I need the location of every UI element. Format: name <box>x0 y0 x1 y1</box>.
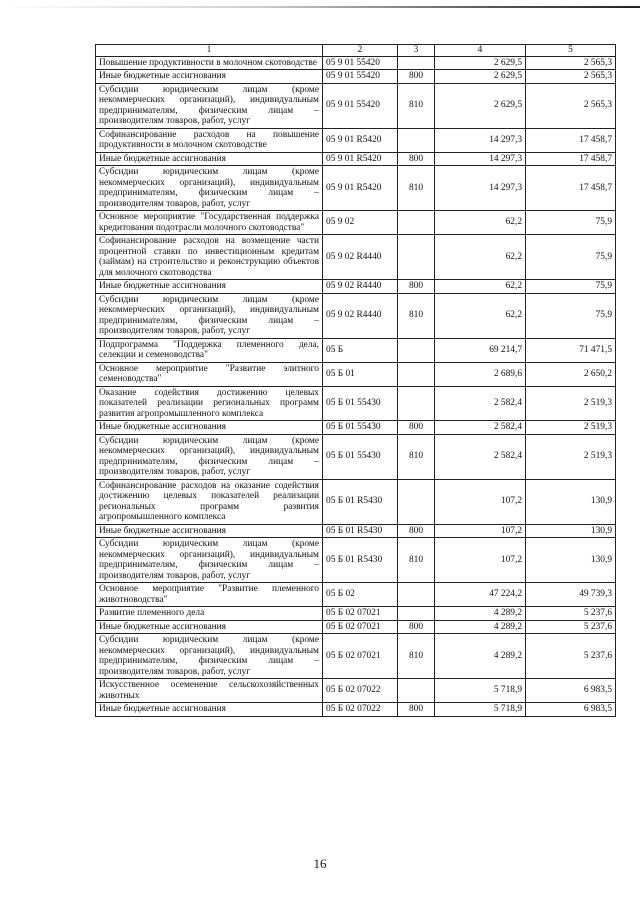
table-row <box>96 524 616 538</box>
row-expense-type-cell: 800 <box>398 70 435 84</box>
row-value-year1-cell: 14 297,3 <box>435 166 526 211</box>
row-value-year1-cell: 2 582,4 <box>435 386 526 421</box>
row-expense-type-cell <box>398 583 435 607</box>
row-expense-type-cell: 810 <box>398 434 435 479</box>
row-name-cell: Субсидии юридическим лицам (кроме некоммерческих организаций), индивидуальным предпринимателям, физическим лицам – производителям товаров, работ, услуг <box>96 538 323 583</box>
header-col-2: 2 <box>323 45 398 57</box>
row-name-cell: Софинансирование расходов на возмещение части процентной ставки по инвестиционным кредитам (займам) на строительство и реконструкцию объектов для молочного скотоводства <box>96 235 323 280</box>
row-name-cell: Иные бюджетные ассигнования <box>96 524 323 538</box>
row-code-cell: 05 Б 01 R5430 <box>323 538 398 583</box>
table-row <box>96 421 616 435</box>
row-name-cell: Подпрограмма "Поддержка племенного дела, селекции и семеноводства" <box>96 338 323 362</box>
row-name-cell: Софинансирование расходов на повышение продуктивности в молочном скотоводстве <box>96 128 323 152</box>
row-value-year2-cell: 75,9 <box>526 211 616 235</box>
row-value-year1-cell: 14 297,3 <box>435 152 526 166</box>
table-row <box>96 607 616 621</box>
row-code-cell: 05 Б 02 07022 <box>323 703 398 717</box>
row-name-cell: Основное мероприятие "Развитие племенного животноводства" <box>96 583 323 607</box>
row-name-cell: Иные бюджетные ассигнования <box>96 70 323 84</box>
row-value-year1-cell: 2 629,5 <box>435 70 526 84</box>
row-value-year2-cell: 2 519,3 <box>526 421 616 435</box>
row-expense-type-cell <box>398 386 435 421</box>
row-expense-type-cell <box>398 607 435 621</box>
table-row <box>96 703 616 717</box>
table-row <box>96 434 616 479</box>
header-col-4: 4 <box>435 45 526 57</box>
row-name-cell: Иные бюджетные ассигнования <box>96 703 323 717</box>
table-body <box>96 56 616 716</box>
row-expense-type-cell: 800 <box>398 280 435 294</box>
row-code-cell: 05 Б 01 R5430 <box>323 479 398 524</box>
row-code-cell: 05 Б 02 07021 <box>323 620 398 634</box>
row-value-year2-cell: 2 519,3 <box>526 386 616 421</box>
row-expense-type-cell: 810 <box>398 166 435 211</box>
row-expense-type-cell <box>398 479 435 524</box>
row-value-year1-cell: 62,2 <box>435 280 526 294</box>
row-code-cell: 05 9 02 R4440 <box>323 235 398 280</box>
table-row <box>96 338 616 362</box>
table-row <box>96 362 616 386</box>
row-code-cell: 05 Б 02 <box>323 583 398 607</box>
row-name-cell: Субсидии юридическим лицам (кроме некоммерческих организаций), индивидуальным предпринимателям, физическим лицам – производителям товаров, работ, услуг <box>96 166 323 211</box>
table-row <box>96 634 616 679</box>
row-name-cell: Иные бюджетные ассигнования <box>96 421 323 435</box>
row-value-year1-cell: 107,2 <box>435 538 526 583</box>
row-value-year1-cell: 4 289,2 <box>435 607 526 621</box>
row-code-cell: 05 9 01 55420 <box>323 56 398 70</box>
table-row <box>96 679 616 703</box>
row-value-year1-cell: 2 582,4 <box>435 421 526 435</box>
row-value-year1-cell: 69 214,7 <box>435 338 526 362</box>
top-rule <box>0 6 640 8</box>
row-name-cell: Субсидии юридическим лицам (кроме некоммерческих организаций), индивидуальным предпринимателям, физическим лицам – производителям товаров, работ, услуг <box>96 634 323 679</box>
row-value-year2-cell: 2 565,3 <box>526 56 616 70</box>
row-code-cell: 05 Б 01 55430 <box>323 434 398 479</box>
table-row <box>96 56 616 70</box>
row-expense-type-cell <box>398 679 435 703</box>
row-expense-type-cell <box>398 362 435 386</box>
row-expense-type-cell: 800 <box>398 152 435 166</box>
table-header-row <box>96 45 616 57</box>
row-name-cell: Иные бюджетные ассигнования <box>96 280 323 294</box>
row-code-cell: 05 Б 02 07021 <box>323 607 398 621</box>
row-name-cell: Субсидии юридическим лицам (кроме некоммерческих организаций), индивидуальным предпринимателям, физическим лицам – производителям товаров, работ, услуг <box>96 83 323 128</box>
table-row <box>96 280 616 294</box>
row-expense-type-cell: 800 <box>398 620 435 634</box>
row-value-year2-cell: 130,9 <box>526 479 616 524</box>
row-value-year2-cell: 5 237,6 <box>526 620 616 634</box>
row-value-year1-cell: 2 689,6 <box>435 362 526 386</box>
row-code-cell: 05 9 01 R5420 <box>323 128 398 152</box>
page-number: 16 <box>313 856 327 871</box>
row-value-year2-cell: 75,9 <box>526 293 616 338</box>
row-value-year2-cell: 49 739,3 <box>526 583 616 607</box>
table-row <box>96 583 616 607</box>
row-code-cell: 05 9 01 55420 <box>323 83 398 128</box>
row-value-year1-cell: 62,2 <box>435 293 526 338</box>
row-value-year2-cell: 5 237,6 <box>526 634 616 679</box>
table-row <box>96 70 616 84</box>
row-value-year1-cell: 4 289,2 <box>435 620 526 634</box>
row-value-year2-cell: 6 983,5 <box>526 679 616 703</box>
table-row <box>96 83 616 128</box>
row-expense-type-cell <box>398 235 435 280</box>
row-value-year2-cell: 75,9 <box>526 235 616 280</box>
table-row <box>96 620 616 634</box>
row-value-year2-cell: 2 565,3 <box>526 70 616 84</box>
row-code-cell: 05 9 01 55420 <box>323 70 398 84</box>
row-value-year2-cell: 75,9 <box>526 280 616 294</box>
table-row <box>96 235 616 280</box>
row-code-cell: 05 Б 02 07021 <box>323 634 398 679</box>
row-value-year1-cell: 62,2 <box>435 235 526 280</box>
row-value-year2-cell: 17 458,7 <box>526 128 616 152</box>
row-value-year1-cell: 5 718,9 <box>435 703 526 717</box>
table-row <box>96 166 616 211</box>
row-code-cell: 05 Б 01 55430 <box>323 386 398 421</box>
row-name-cell: Основное мероприятие "Развитие элитного семеноводства" <box>96 362 323 386</box>
row-expense-type-cell <box>398 338 435 362</box>
row-value-year2-cell: 17 458,7 <box>526 166 616 211</box>
row-value-year2-cell: 71 471,5 <box>526 338 616 362</box>
row-value-year2-cell: 6 983,5 <box>526 703 616 717</box>
row-name-cell: Иные бюджетные ассигнования <box>96 152 323 166</box>
row-code-cell: 05 9 01 R5420 <box>323 166 398 211</box>
row-value-year2-cell: 17 458,7 <box>526 152 616 166</box>
row-code-cell: 05 Б 01 55430 <box>323 421 398 435</box>
row-code-cell: 05 Б 01 <box>323 362 398 386</box>
row-expense-type-cell: 810 <box>398 538 435 583</box>
row-value-year2-cell: 130,9 <box>526 524 616 538</box>
row-name-cell: Оказание содействия достижению целевых показателей реализации региональных программ развития агропромышленного комплекса <box>96 386 323 421</box>
header-col-3: 3 <box>398 45 435 57</box>
row-expense-type-cell: 800 <box>398 524 435 538</box>
row-expense-type-cell: 810 <box>398 83 435 128</box>
row-name-cell: Софинансирование расходов на оказание содействия достижению целевых показателей реализации региональных программ развития агропромышленного комплекса <box>96 479 323 524</box>
row-value-year1-cell: 2 629,5 <box>435 83 526 128</box>
row-code-cell: 05 9 02 R4440 <box>323 293 398 338</box>
row-expense-type-cell <box>398 128 435 152</box>
row-value-year1-cell: 62,2 <box>435 211 526 235</box>
row-code-cell: 05 9 01 R5420 <box>323 152 398 166</box>
row-code-cell: 05 9 02 R4440 <box>323 280 398 294</box>
row-value-year2-cell: 2 650,2 <box>526 362 616 386</box>
budget-table <box>95 44 616 717</box>
header-col-1: 1 <box>96 45 323 57</box>
header-col-5: 5 <box>526 45 616 57</box>
row-value-year1-cell: 14 297,3 <box>435 128 526 152</box>
row-name-cell: Основное мероприятие "Государственная поддержка кредитования подотрасли молочного скотоводства" <box>96 211 323 235</box>
row-value-year1-cell: 107,2 <box>435 479 526 524</box>
row-value-year2-cell: 5 237,6 <box>526 607 616 621</box>
row-expense-type-cell: 800 <box>398 421 435 435</box>
table-row <box>96 293 616 338</box>
row-name-cell: Субсидии юридическим лицам (кроме некоммерческих организаций), индивидуальным предпринимателям, физическим лицам – производителям товаров, работ, услуг <box>96 434 323 479</box>
table-row <box>96 211 616 235</box>
row-expense-type-cell: 800 <box>398 703 435 717</box>
row-expense-type-cell: 810 <box>398 634 435 679</box>
table-row <box>96 128 616 152</box>
table-row <box>96 152 616 166</box>
row-value-year1-cell: 2 582,4 <box>435 434 526 479</box>
row-value-year2-cell: 2 565,3 <box>526 83 616 128</box>
table-row <box>96 538 616 583</box>
table-row <box>96 386 616 421</box>
row-expense-type-cell <box>398 211 435 235</box>
row-value-year1-cell: 107,2 <box>435 524 526 538</box>
row-code-cell: 05 Б 02 07022 <box>323 679 398 703</box>
row-value-year1-cell: 2 629,5 <box>435 56 526 70</box>
row-code-cell: 05 Б 01 R5430 <box>323 524 398 538</box>
row-value-year2-cell: 2 519,3 <box>526 434 616 479</box>
row-name-cell: Субсидии юридическим лицам (кроме некоммерческих организаций), индивидуальным предпринимателям, физическим лицам – производителям товаров, работ, услуг <box>96 293 323 338</box>
row-expense-type-cell <box>398 56 435 70</box>
row-expense-type-cell: 810 <box>398 293 435 338</box>
row-value-year1-cell: 4 289,2 <box>435 634 526 679</box>
row-name-cell: Развитие племенного дела <box>96 607 323 621</box>
row-value-year1-cell: 5 718,9 <box>435 679 526 703</box>
row-name-cell: Искусственное осеменение сельскохозяйственных животных <box>96 679 323 703</box>
table-row <box>96 479 616 524</box>
row-value-year1-cell: 47 224,2 <box>435 583 526 607</box>
row-value-year2-cell: 130,9 <box>526 538 616 583</box>
row-name-cell: Иные бюджетные ассигнования <box>96 620 323 634</box>
row-code-cell: 05 Б <box>323 338 398 362</box>
row-name-cell: Повышение продуктивности в молочном скотоводстве <box>96 56 323 70</box>
row-code-cell: 05 9 02 <box>323 211 398 235</box>
